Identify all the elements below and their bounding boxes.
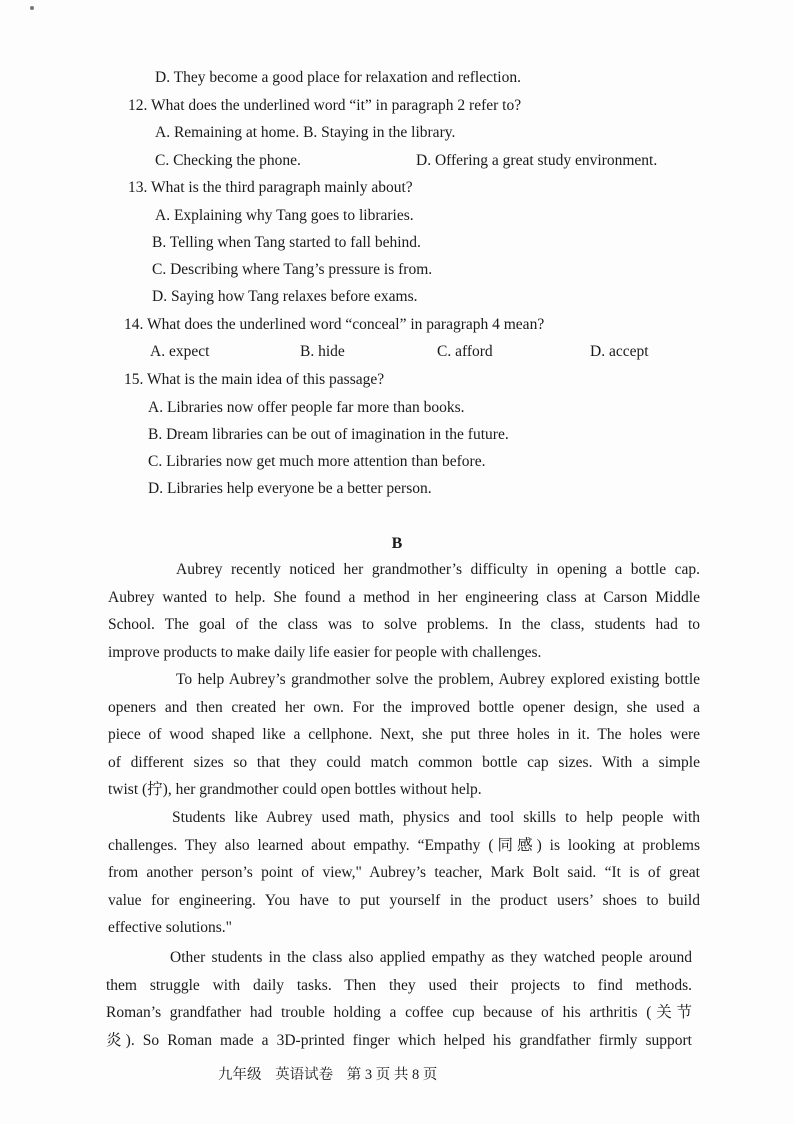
paragraph-line: twist (拧), her grandmother could open bottles without help. — [108, 781, 482, 798]
q14-option-b: B. hide — [300, 343, 345, 360]
footer-page-number: 第 3 页 共 8 页 — [346, 1067, 438, 1083]
q12-option-d: D. Offering a great study environment. — [416, 152, 658, 169]
paragraph-line: School. The goal of the class was to solve problems. In the class, students had to — [108, 616, 700, 633]
q12-option-a — [155, 123, 455, 143]
footer-subject: 英语试卷 — [275, 1067, 334, 1083]
paragraph-line: Other students in the class also applied empathy as they watched people around — [170, 949, 692, 966]
passage-paragraph-4 — [106, 944, 692, 1054]
q13-option-d: D. Saying how Tang relaxes before exams. — [152, 288, 418, 305]
paragraph-line: 炎). So Roman made a 3D-printed finger which helped his grandfather firmly support — [106, 1031, 692, 1049]
q12-option-a-text: A. Remaining at home. — [155, 124, 300, 141]
passage-paragraph-3 — [108, 804, 700, 942]
q13-option-a: A. Explaining why Tang goes to libraries. — [155, 207, 414, 224]
q11-option-d: D. They become a good place for relaxation and reflection. — [155, 69, 521, 86]
paragraph-line: piece of wood shaped like a cellphone. Next, she put three holes in it. The holes were — [108, 726, 700, 743]
q12-stem: 12. What does the underlined word “it” in paragraph 2 refer to? — [128, 97, 522, 114]
paragraph-line: improve products to make daily life easier for people with challenges. — [108, 643, 542, 661]
q15-option-a: A. Libraries now offer people far more than books. — [148, 399, 465, 416]
q12-option-c: C. Checking the phone. — [155, 152, 301, 169]
paragraph-line: effective solutions." — [108, 919, 232, 936]
page-footer — [218, 1063, 447, 1084]
paragraph-line: To help Aubrey’s grandmother solve the problem, Aubrey explored existing bottle — [176, 671, 700, 688]
paragraph-line: of different sizes so that they could match common bottle cap sizes. With a simple — [108, 753, 700, 771]
q15-option-c: C. Libraries now get much more attention than before. — [148, 453, 486, 470]
footer-grade: 九年级 — [218, 1067, 262, 1083]
q14-option-a: A. expect — [150, 343, 210, 360]
q13-option-b: B. Telling when Tang started to fall behind. — [152, 234, 421, 251]
paragraph-line: openers and then created her own. For the improved bottle opener design, she used a — [108, 698, 700, 716]
q14-option-d: D. accept — [590, 343, 649, 360]
paragraph-line: them struggle with daily tasks. Then they used their projects to find methods. — [106, 976, 692, 994]
paragraph-line: from another person’s point of view," Aubrey’s teacher, Mark Bolt said. “It is of great — [108, 864, 700, 881]
passage-paragraph-1 — [108, 556, 700, 666]
q13-option-c: C. Describing where Tang’s pressure is from. — [152, 261, 433, 278]
section-heading: B — [391, 535, 403, 552]
q12-option-b-text: B. Staying in the library. — [303, 124, 456, 141]
q14-stem: 14. What does the underlined word “conceal” in paragraph 4 mean? — [124, 316, 545, 333]
paragraph-line: Aubrey recently noticed her grandmother’s difficulty in opening a bottle cap. — [176, 561, 700, 578]
paragraph-line: Roman’s grandfather had trouble holding a coffee cup because of his arthritis (关节 — [106, 1004, 692, 1021]
paragraph-line: Aubrey wanted to help. She found a method in her engineering class at Carson Middle — [108, 588, 700, 606]
scan-dot — [30, 6, 34, 10]
paragraph-line: value for engineering. You have to put yourself in the product users’ shoes to build — [108, 891, 700, 909]
q15-option-b: B. Dream libraries can be out of imagination in the future. — [148, 426, 509, 443]
q15-stem: 15. What is the main idea of this passage? — [124, 371, 385, 388]
paragraph-line: Students like Aubrey used math, physics and tool skills to help people with — [172, 809, 700, 826]
q13-stem: 13. What is the third paragraph mainly about? — [128, 179, 413, 196]
q15-option-d: D. Libraries help everyone be a better person. — [148, 480, 432, 497]
paragraph-line: challenges. They also learned about empathy. “Empathy (同感) is looking at problems — [108, 836, 700, 854]
passage-paragraph-2 — [108, 666, 700, 804]
q14-option-c: C. afford — [437, 343, 493, 360]
